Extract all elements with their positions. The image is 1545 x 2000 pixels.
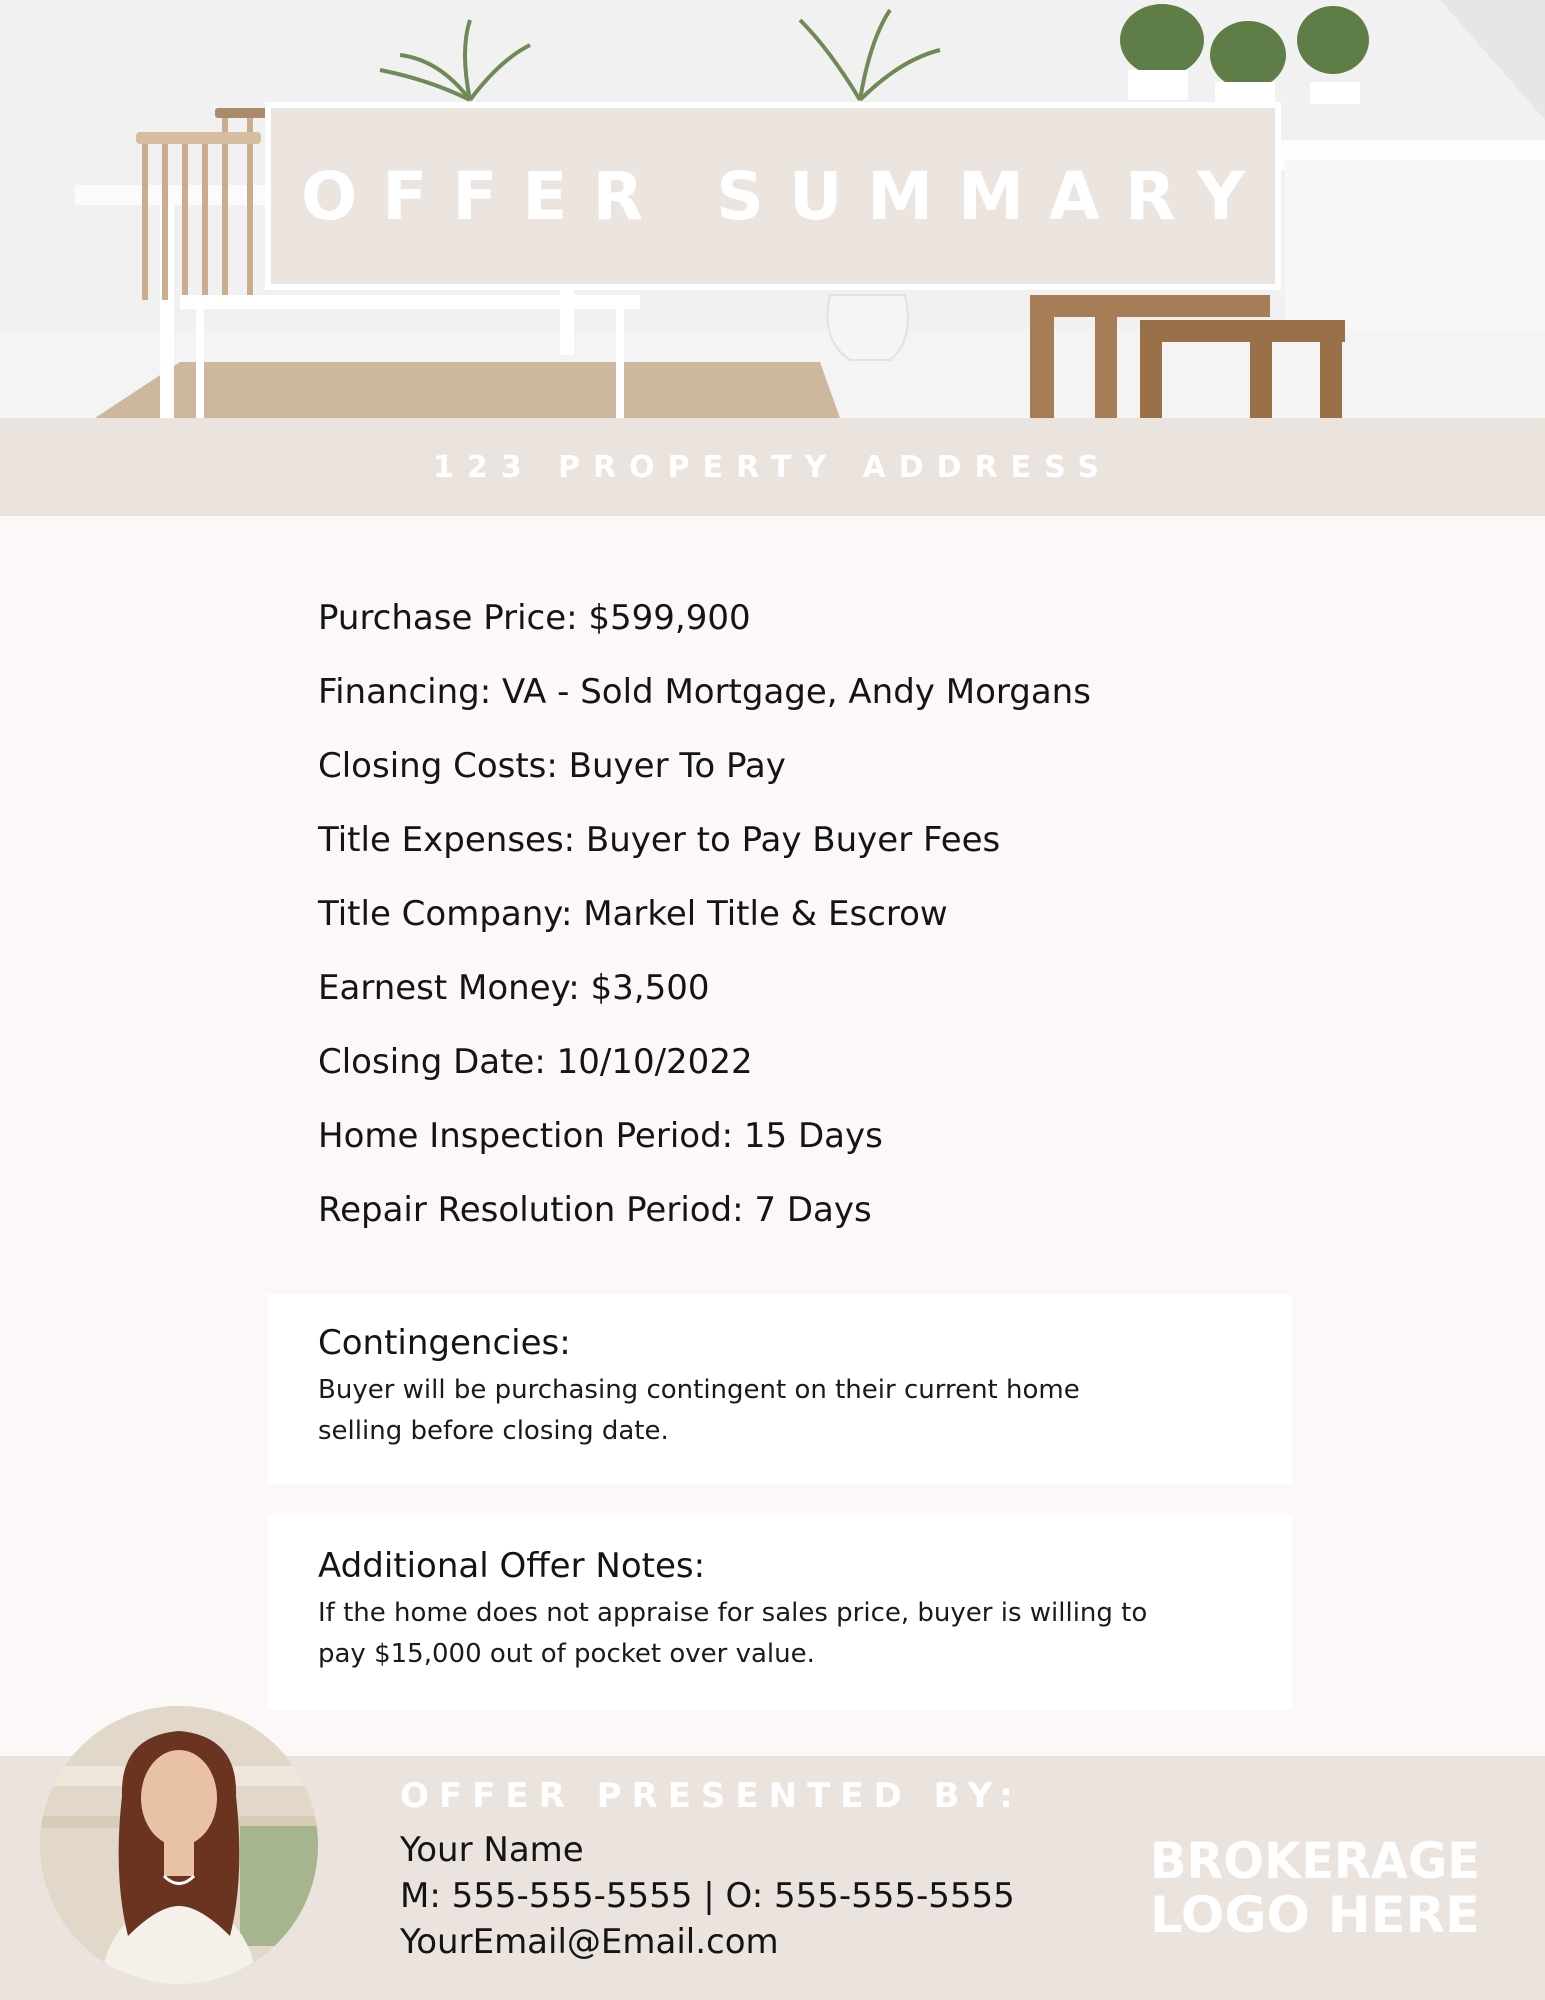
property-address: 123 PROPERTY ADDRESS <box>432 449 1112 485</box>
agent-phones: M: 555-555-5555 | O: 555-555-5555 <box>400 1876 1015 1916</box>
detail-financing: Financing: VA - Sold Mortgage, Andy Morgans <box>318 672 1091 712</box>
detail-repair-period: Repair Resolution Period: 7 Days <box>318 1190 872 1230</box>
agent-photo <box>40 1706 318 1984</box>
additional-notes-title: Additional Offer Notes: <box>318 1546 706 1586</box>
hero-photo <box>0 0 1545 418</box>
page-title: OFFER SUMMARY <box>301 157 1270 235</box>
contingencies-box <box>268 1294 1292 1484</box>
brokerage-logo <box>1150 1828 1490 1938</box>
detail-closing-date: Closing Date: 10/10/2022 <box>318 1042 753 1082</box>
presented-by-label: OFFER PRESENTED BY: <box>400 1776 1023 1816</box>
address-band <box>0 418 1545 516</box>
agent-email: YourEmail@Email.com <box>400 1922 779 1962</box>
contingencies-title: Contingencies: <box>318 1323 571 1363</box>
detail-purchase-price: Purchase Price: $599,900 <box>318 598 751 638</box>
title-banner <box>265 102 1281 290</box>
detail-title-company: Title Company: Markel Title & Escrow <box>318 894 948 934</box>
agent-name: Your Name <box>400 1830 584 1870</box>
detail-inspection-period: Home Inspection Period: 15 Days <box>318 1116 883 1156</box>
detail-title-expenses: Title Expenses: Buyer to Pay Buyer Fees <box>318 820 1001 860</box>
offer-details-list <box>318 590 1318 1256</box>
agent-avatar <box>40 1706 318 1984</box>
additional-notes-box <box>268 1515 1292 1710</box>
contingencies-body: Buyer will be purchasing contingent on their current home selling before closing date. <box>318 1375 1080 1446</box>
additional-notes-body: If the home does not appraise for sales price, buyer is willing to pay $15,000 out of pocket over value. <box>318 1598 1148 1669</box>
detail-earnest-money: Earnest Money: $3,500 <box>318 968 710 1008</box>
logo-line-1: BROKERAGE <box>1150 1832 1480 1890</box>
detail-closing-costs: Closing Costs: Buyer To Pay <box>318 746 786 786</box>
logo-line-2: LOGO HERE <box>1150 1886 1480 1938</box>
